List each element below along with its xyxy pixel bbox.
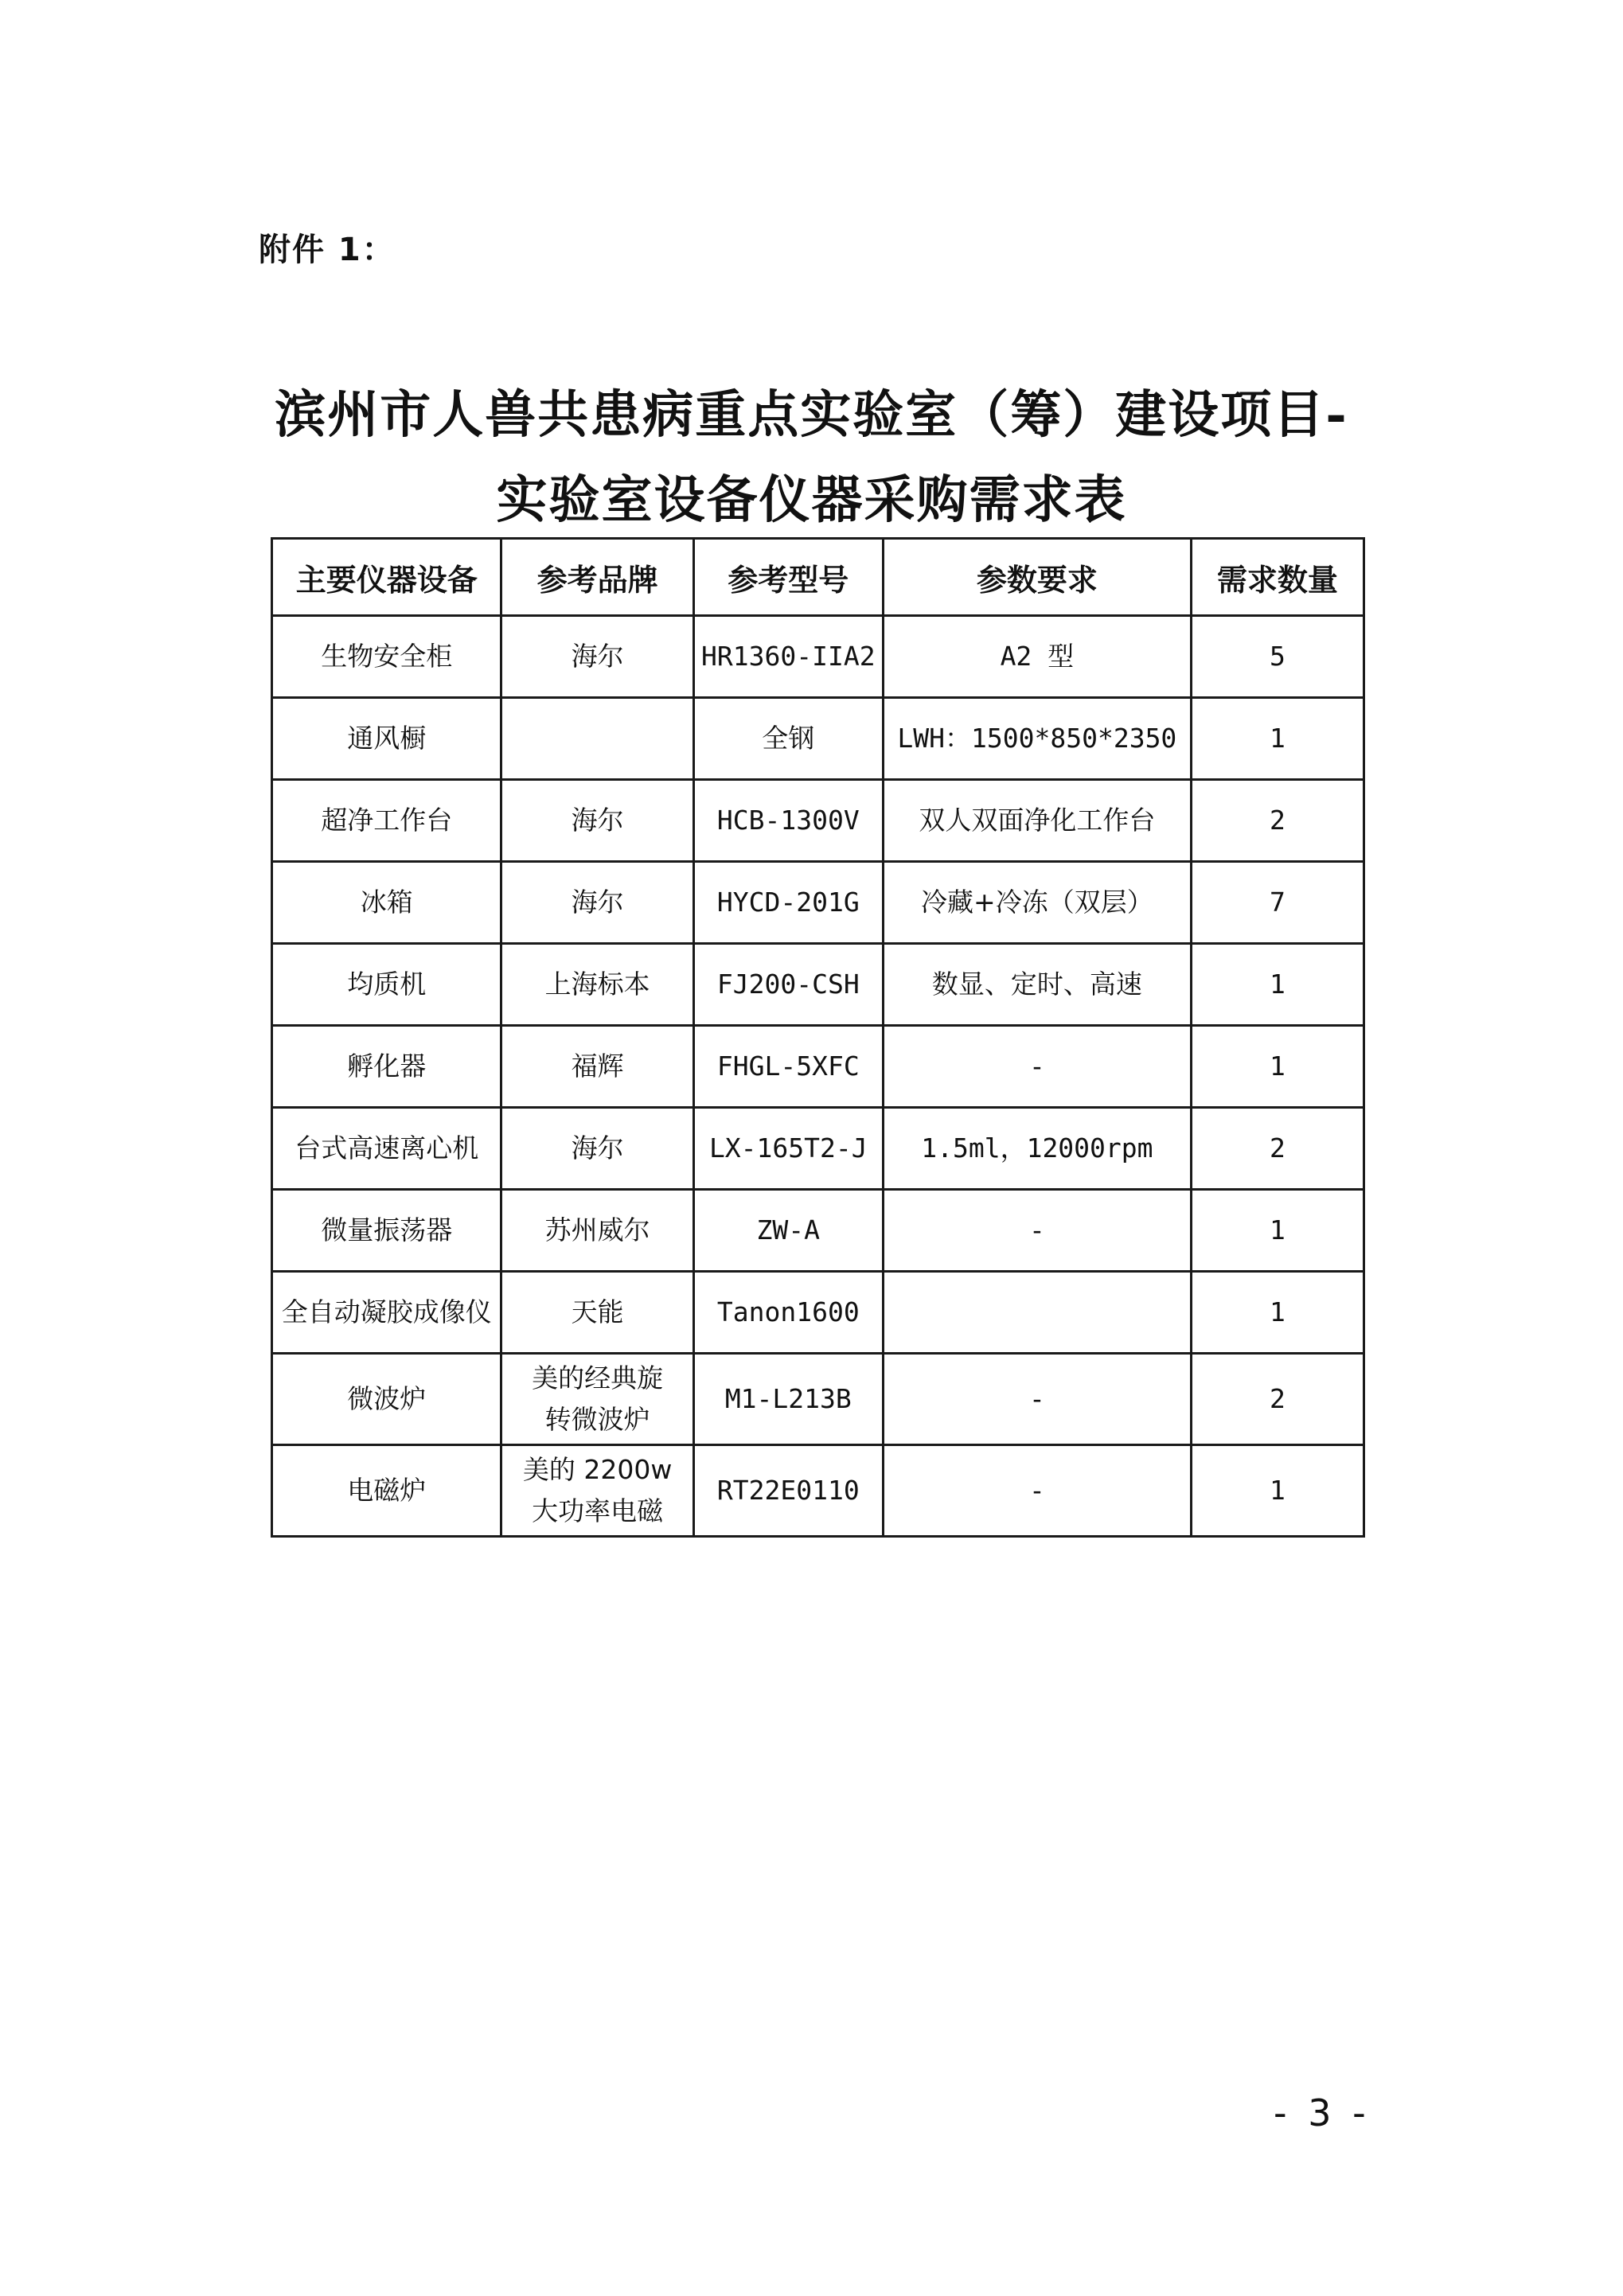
table-row — [272, 1445, 1364, 1537]
cell-quantity: 2 — [1191, 780, 1364, 862]
cell-model: M1-L213B — [693, 1354, 883, 1445]
cell-brand — [501, 1354, 693, 1445]
header-parameters: 参数要求 — [883, 539, 1191, 616]
cell-model: HYCD-201G — [693, 862, 883, 944]
table-row — [272, 1354, 1364, 1445]
cell-quantity: 7 — [1191, 862, 1364, 944]
cell-quantity: 1 — [1191, 1272, 1364, 1354]
cell-model: Tanon1600 — [693, 1272, 883, 1354]
cell-quantity: 1 — [1191, 1026, 1364, 1108]
cell-quantity: 1 — [1191, 1445, 1364, 1537]
table-row — [272, 1272, 1364, 1354]
equipment-requirement-table — [271, 537, 1365, 1538]
cell-model: FJ200-CSH — [693, 944, 883, 1026]
table-header-row — [272, 539, 1364, 616]
table-row — [272, 698, 1364, 780]
cell-brand: 上海标本 — [501, 944, 693, 1026]
cell-brand — [501, 698, 693, 780]
cell-brand-line: 美的 2200w — [522, 1454, 673, 1485]
cell-model: ZW-A — [693, 1190, 883, 1272]
cell-quantity: 5 — [1191, 616, 1364, 698]
cell-brand-line: 大功率电磁 — [532, 1495, 664, 1526]
cell-equipment: 超净工作台 — [272, 780, 501, 862]
document-title-line2: 实验室设备仪器采购需求表 — [496, 470, 1127, 530]
table-row — [272, 862, 1364, 944]
cell-parameters: - — [883, 1026, 1191, 1108]
cell-model: RT22E0110 — [693, 1445, 883, 1537]
cell-parameters — [883, 1272, 1191, 1354]
cell-brand: 海尔 — [501, 1108, 693, 1190]
table-row — [272, 780, 1364, 862]
cell-parameters: - — [883, 1445, 1191, 1537]
cell-parameters: - — [883, 1354, 1191, 1445]
cell-model: HCB-1300V — [693, 780, 883, 862]
header-model: 参考型号 — [693, 539, 883, 616]
table-row — [272, 616, 1364, 698]
header-equipment: 主要仪器设备 — [272, 539, 501, 616]
page-number: - 3 - — [1274, 2091, 1371, 2134]
table-row — [272, 1026, 1364, 1108]
cell-model: HR1360-IIA2 — [693, 616, 883, 698]
cell-brand: 福辉 — [501, 1026, 693, 1108]
cell-equipment: 电磁炉 — [272, 1445, 501, 1537]
cell-equipment: 通风橱 — [272, 698, 501, 780]
header-brand: 参考品牌 — [501, 539, 693, 616]
table-row — [272, 944, 1364, 1026]
cell-quantity: 1 — [1191, 1190, 1364, 1272]
cell-brand: 苏州威尔 — [501, 1190, 693, 1272]
cell-model: 全钢 — [693, 698, 883, 780]
table-row — [272, 1108, 1364, 1190]
cell-quantity: 1 — [1191, 944, 1364, 1026]
attachment-label: 附件 1： — [259, 232, 396, 268]
header-quantity: 需求数量 — [1191, 539, 1364, 616]
cell-brand — [501, 1445, 693, 1537]
cell-quantity: 2 — [1191, 1354, 1364, 1445]
cell-equipment: 台式高速离心机 — [272, 1108, 501, 1190]
cell-equipment: 孵化器 — [272, 1026, 501, 1108]
cell-brand: 海尔 — [501, 862, 693, 944]
cell-equipment: 全自动凝胶成像仪 — [272, 1272, 501, 1354]
cell-brand-line: 美的经典旋 — [532, 1362, 664, 1394]
cell-parameters: - — [883, 1190, 1191, 1272]
cell-parameters: A2 型 — [883, 616, 1191, 698]
cell-parameters: 数显、定时、高速 — [883, 944, 1191, 1026]
cell-parameters: 1.5ml，12000rpm — [883, 1108, 1191, 1190]
cell-model: LX-165T2-J — [693, 1108, 883, 1190]
cell-parameters: 双人双面净化工作台 — [883, 780, 1191, 862]
cell-parameters: LWH：1500*850*2350 — [883, 698, 1191, 780]
cell-equipment: 冰箱 — [272, 862, 501, 944]
cell-equipment: 微量振荡器 — [272, 1190, 501, 1272]
table-row — [272, 1190, 1364, 1272]
cell-equipment: 均质机 — [272, 944, 501, 1026]
cell-brand: 海尔 — [501, 616, 693, 698]
cell-equipment: 生物安全柜 — [272, 616, 501, 698]
cell-parameters: 冷藏+冷冻（双层） — [883, 862, 1191, 944]
cell-quantity: 2 — [1191, 1108, 1364, 1190]
cell-equipment: 微波炉 — [272, 1354, 501, 1445]
cell-model: FHGL-5XFC — [693, 1026, 883, 1108]
cell-brand: 海尔 — [501, 780, 693, 862]
cell-brand-line: 转微波炉 — [544, 1404, 650, 1435]
cell-brand: 天能 — [501, 1272, 693, 1354]
cell-quantity: 1 — [1191, 698, 1364, 780]
document-title-line1: 滨州市人兽共患病重点实验室（筹）建设项目- — [275, 385, 1348, 445]
